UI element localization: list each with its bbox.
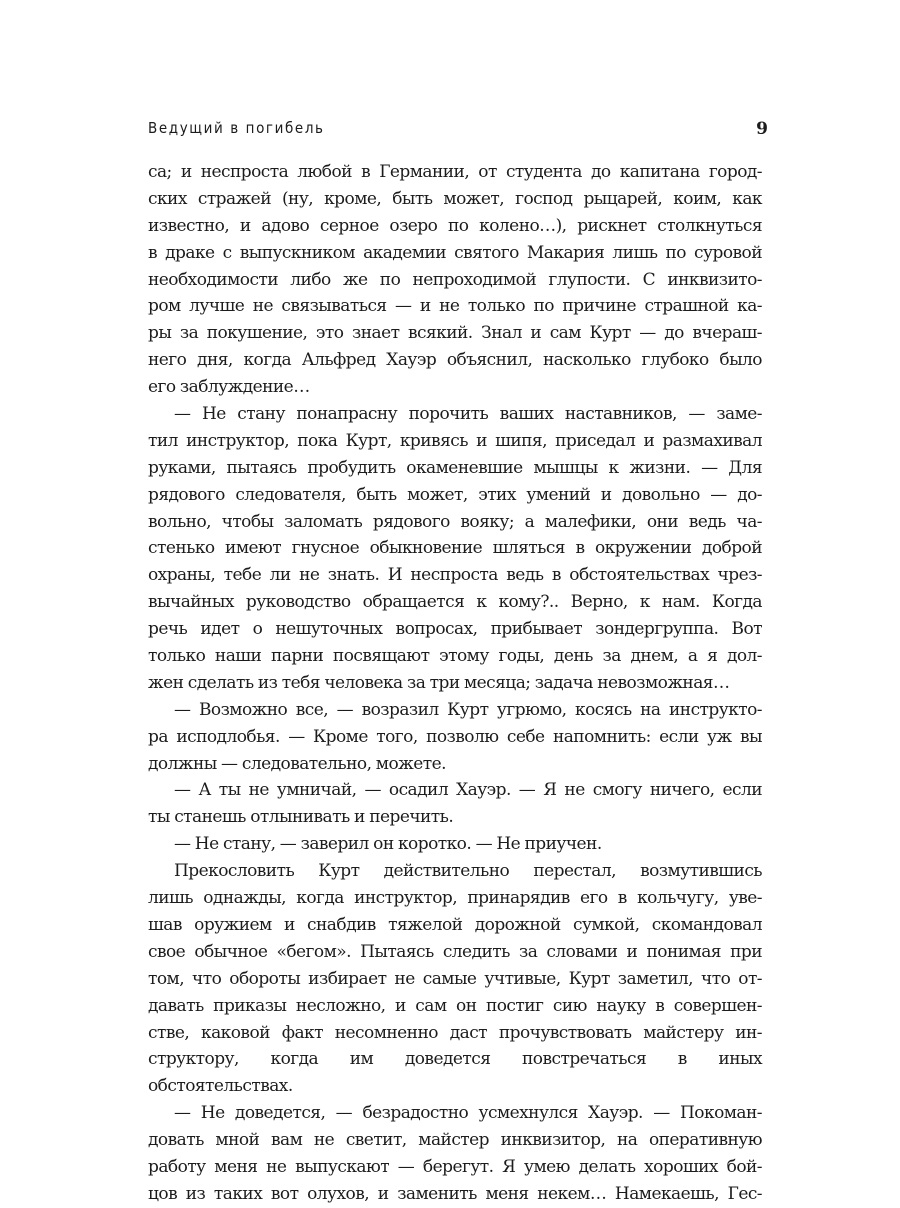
text-line: ры за покушение, это знает всякий. Знал и сам Курт — до вчераш- [148,323,762,344]
text-line: том, что обороты избирает не самые учтивые, Курт заметил, что от- [148,968,762,989]
text-line: — Не стану понапрасну порочить ваших наставников, — заме- [174,404,762,425]
text-line: — Не стану, — заверил он коротко. — Не приучен. [174,834,602,855]
text-line: речь идет о нешуточных вопросах, прибывает зондергруппа. Вот [148,619,762,640]
running-title: Ведущий в погибель [148,119,325,137]
text-line: — А ты не умничай, — осадил Хауэр. — Я не смогу ничего, если [174,780,762,801]
text-line: его заблуждение… [148,377,310,398]
text-line: стве, каковой факт несомненно даст прочувствовать майстеру ин- [148,1022,762,1043]
text-line: вольно, чтобы заломать рядового вояку; а малефики, они ведь ча- [148,511,762,532]
running-head [148,119,770,143]
text-line: свое обычное «бегом». Пытаясь следить за словами и понимая при [148,941,762,962]
text-line: в драке с выпускником академии святого Макария лишь по суровой [148,242,762,263]
text-line: довать мной вам не светит, майстер инквизитор, на оперативную [148,1130,762,1151]
text-line: известно, и адово серное озеро по колено…), рискнет столкнуться [148,215,762,236]
text-line: ты станешь отлынивать и перечить. [148,807,454,828]
text-line: руками, пытаясь пробудить окаменевшие мышцы к жизни. — Для [148,457,762,478]
text-line: ских стражей (ну, кроме, быть может, господ рыцарей, коим, как [148,188,762,209]
text-line: рядового следователя, быть может, этих умений и довольно — до- [148,484,762,505]
text-line: только наши парни посвящают этому годы, день за днем, а я дол- [148,646,762,667]
body-text [148,159,762,1208]
text-line: вычайных руководство обращается к кому?.. Верно, к нам. Когда [148,592,762,613]
text-line: охраны, тебе ли не знать. И неспроста ведь в обстоятельствах чрез- [148,565,762,586]
text-line: ра исподлобья. — Кроме того, позволю себе напомнить: если уж вы [148,726,762,747]
text-line: стенько имеют гнусное обыкновение шляться в окружении доброй [148,538,762,559]
page-number: 9 [756,119,768,139]
text-line: шав оружием и снабдив тяжелой дорожной сумкой, скомандовал [148,914,762,935]
text-line: должны — следовательно, можете. [148,753,446,774]
text-line: него дня, когда Альфред Хауэр объяснил, насколько глубоко было [148,350,762,371]
text-line: давать приказы несложно, и сам он постиг сию науку в совершен- [148,995,762,1016]
text-line: обстоятельствах. [148,1076,293,1097]
text-line: Прекословить Курт действительно перестал, возмутившись [174,861,762,882]
text-line: — Возможно все, — возразил Курт угрюмо, косясь на инструкто- [174,699,762,720]
text-line: цов из таких вот олухов, и заменить меня некем… Намекаешь, Гес- [148,1183,762,1204]
text-line: ром лучше не связываться — и не только по причине страшной ка- [148,296,762,317]
text-line: структору, когда им доведется повстречаться в иных [148,1049,762,1070]
text-line: необходимости либо же по непроходимой глупости. С инквизито- [148,269,762,290]
text-line: са; и неспроста любой в Германии, от студента до капитана город- [148,162,762,182]
text-line: тил инструктор, пока Курт, кривясь и шипя, приседал и размахивал [148,430,762,451]
text-line: работу меня не выпускают — берегут. Я умею делать хороших бой- [148,1156,762,1177]
text-line: — Не доведется, — безрадостно усмехнулся Хауэр. — Покоман- [174,1103,762,1124]
text-line: лишь однажды, когда инструктор, принарядив его в кольчугу, уве- [148,888,762,909]
text-line: жен сделать из тебя человека за три месяца; задача невозможная… [148,672,730,693]
